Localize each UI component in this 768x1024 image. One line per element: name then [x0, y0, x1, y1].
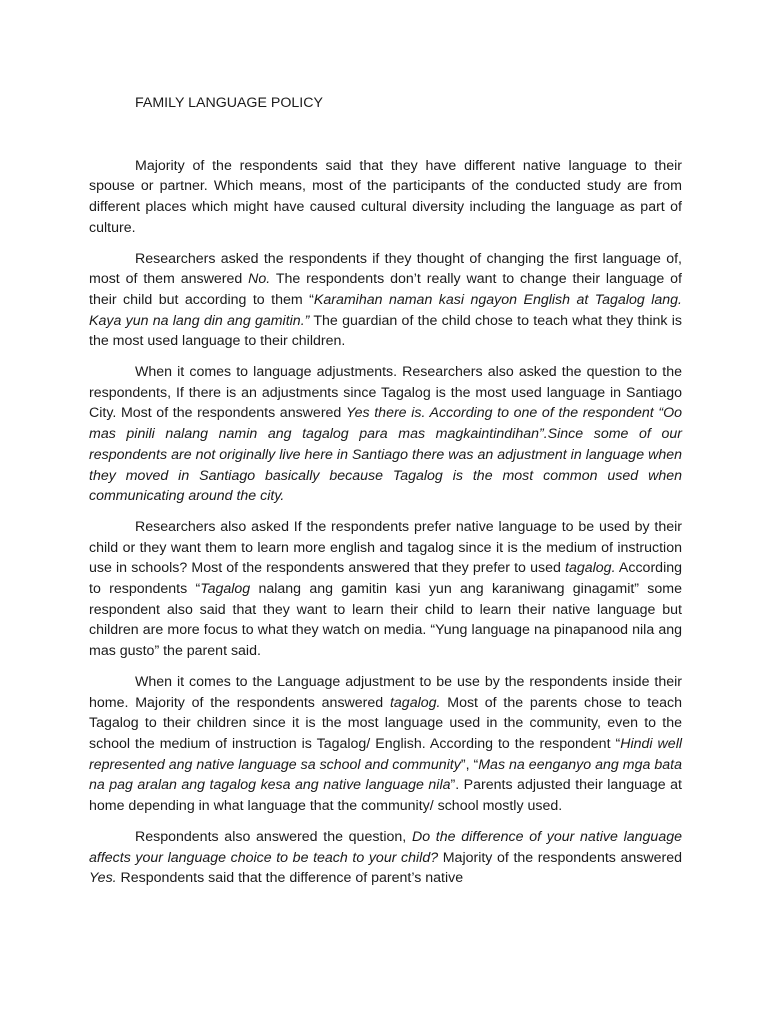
text-run: Researchers also asked If the respondents prefer native language to be used by their child or they want them to learn more english and tagalog since it is the medium of instruction use in schools? Most of the respondents answered that they prefer to used [89, 518, 682, 577]
text-run: Respondents also answered the question, [135, 828, 412, 845]
italic-text-run: Hindi well represented ang native language sa school and community [89, 735, 682, 773]
body-paragraph [89, 249, 682, 353]
body-paragraph [89, 156, 682, 239]
document-title: FAMILY LANGUAGE POLICY [135, 95, 323, 111]
document-body [89, 156, 682, 889]
italic-text-run: tagalog. [565, 560, 616, 577]
text-run: When it comes to the Language adjustment to be use by the respondents inside their home. Majority of the respondents answered [89, 673, 682, 711]
italic-text-run: Yes there is. According to one of the respondent “Oo mas pinili nalang namin ang tagalog para mas magkaintindihan”.Since some of our respondents are not originally live here in Santiago there was an adjustment in language when they moved in Santiago basically because Tagalog is the most common used when communicating around the city. [89, 405, 682, 505]
text-run: Respondents said that the difference of parent’s native [116, 870, 464, 887]
text-run: Majority of the respondents said that they have different native language to their spouse or partner. Which means, most of the participants of the conducted study are from different places which might have caused cultural diversity including the language as part of culture. [89, 157, 682, 236]
text-run: Majority of the respondents answered [438, 849, 683, 866]
text-run: ”. Parents adjusted their language at home depending in what language that the community/ school mostly used. [89, 777, 682, 815]
text-run: The guardian of the child chose to teach what they think is the most used language to their children. [89, 312, 682, 350]
text-run: When it comes to language adjustments. Researchers also asked the question to the respondents, If there is an adjustments since Tagalog is the most used language in Santiago City. Most of the respondents answered [89, 364, 682, 422]
text-run: ”, “ [460, 756, 479, 773]
body-paragraph [89, 672, 682, 817]
body-paragraph [89, 517, 682, 662]
text-run: Most of the parents chose to teach Tagalog to their children since it is the most language used in the community, even to the school the medium of instruction is Tagalog/ English. According to the respondent “ [89, 694, 682, 752]
body-paragraph [89, 827, 682, 889]
text-run: nalang ang gamitin kasi yun ang karaniwang ginagamit” some respondent also said that they want to learn their child to learn their native language but children are more focus to what they watch on media. “Yung language na pinapanood nila ang mas gusto” the parent said. [89, 581, 682, 660]
body-paragraph [89, 362, 682, 507]
italic-text-run: Do the difference of your native language affects your language choice to be teach to your child? [89, 828, 682, 866]
text-run: Researchers asked the respondents if they thought of changing the first language of, most of them answered [89, 250, 682, 288]
italic-text-run: No. [248, 271, 271, 288]
italic-text-run: Tagalog [200, 581, 251, 598]
italic-text-run: tagalog. [389, 694, 441, 711]
italic-text-run: Mas na eenganyo ang mga bata na pag aralan ang tagalog kesa ang native language nila [89, 756, 682, 794]
italic-text-run: Yes. [89, 870, 117, 887]
text-run: According to respondents “ [89, 560, 682, 598]
italic-text-run: Karamihan naman kasi ngayon English at Tagalog lang. Kaya yun na lang din ang gamitin.” [89, 291, 682, 329]
text-run: The respondents don’t really want to change their language of their child but according to them “ [89, 271, 683, 308]
